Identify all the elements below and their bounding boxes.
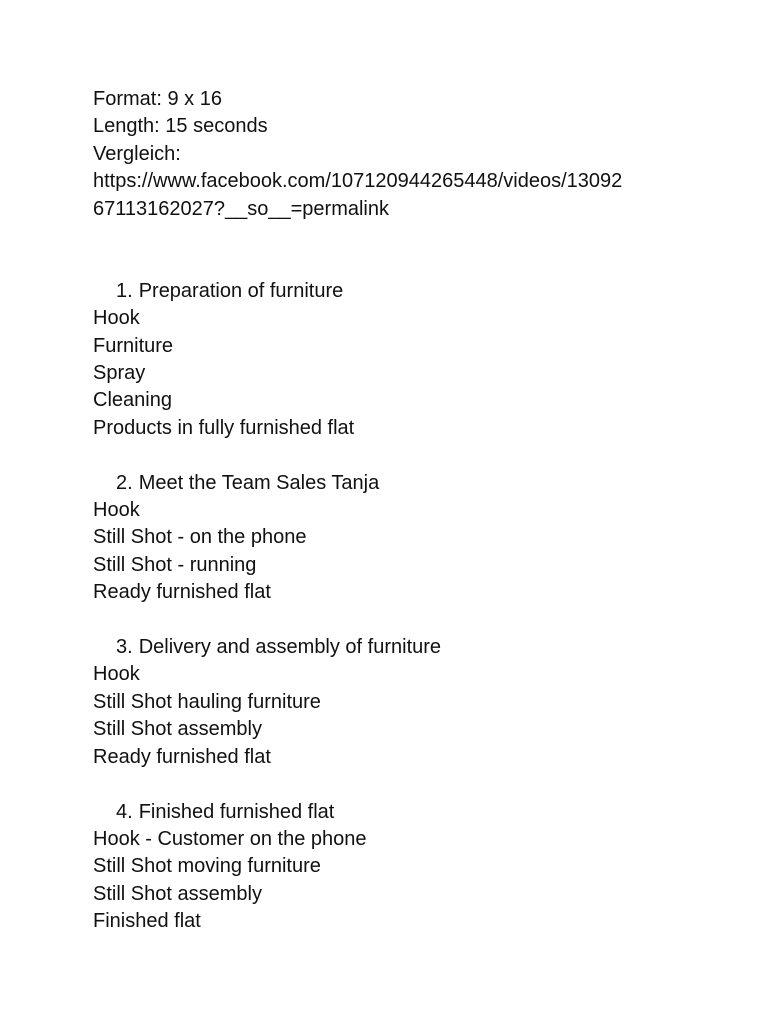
comparison-label: Vergleich: xyxy=(93,142,181,165)
section-number: 2. xyxy=(116,471,133,494)
section-3 xyxy=(93,634,713,771)
section-title-text: Preparation of furniture xyxy=(138,279,344,302)
list-item: Still Shot - on the phone xyxy=(93,526,307,549)
list-item: Hook xyxy=(93,307,140,330)
section-gap xyxy=(93,771,713,798)
list-item: Spray xyxy=(93,362,146,385)
list-item: Finished flat xyxy=(93,910,201,933)
section-title-text: Meet the Team Sales Tanja xyxy=(138,471,380,494)
section-title xyxy=(93,799,713,826)
section-gap xyxy=(93,223,713,278)
section-number: 1. xyxy=(116,279,133,302)
section-1 xyxy=(93,278,713,442)
list-item: Furniture xyxy=(93,334,174,357)
format-line: Format: 9 x 16 xyxy=(93,88,222,110)
list-item: Still Shot moving furniture xyxy=(93,855,321,878)
section-title xyxy=(93,634,713,661)
section-title-text: Delivery and assembly of furniture xyxy=(138,636,442,659)
section-number: 3. xyxy=(116,636,133,659)
section-4 xyxy=(93,799,713,936)
list-item: Still Shot hauling furniture xyxy=(93,690,321,713)
document-content xyxy=(93,86,713,936)
list-item: Still Shot assembly xyxy=(93,882,262,905)
reference-url-line-1: https://www.facebook.com/107120944265448/videos/13092 xyxy=(93,170,623,193)
list-item: Ready furnished flat xyxy=(93,745,271,768)
list-item: Products in fully furnished flat xyxy=(93,416,355,439)
section-gap xyxy=(93,442,713,469)
list-item: Ready furnished flat xyxy=(93,581,271,604)
reference-url-line-2: 67113162027?__so__=permalink xyxy=(93,197,389,220)
list-item: Still Shot - running xyxy=(93,553,257,576)
section-number: 4. xyxy=(116,800,133,823)
section-title xyxy=(93,470,713,497)
list-item: Hook xyxy=(93,663,140,686)
section-gap xyxy=(93,607,713,634)
section-2 xyxy=(93,470,713,607)
list-item: Still Shot assembly xyxy=(93,718,262,741)
list-item: Hook - Customer on the phone xyxy=(93,827,367,850)
list-item: Cleaning xyxy=(93,389,172,412)
section-title-text: Finished furnished flat xyxy=(138,800,335,823)
section-title xyxy=(93,278,713,305)
length-line: Length: 15 seconds xyxy=(93,115,268,138)
list-item: Hook xyxy=(93,499,140,522)
